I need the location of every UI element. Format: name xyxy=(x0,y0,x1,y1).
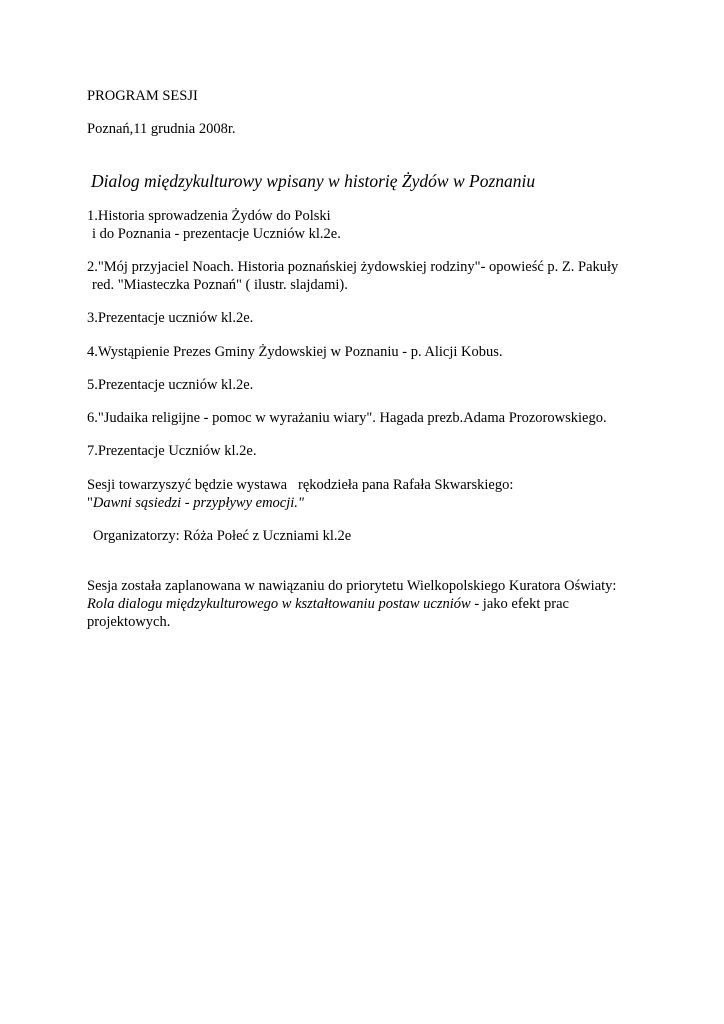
exhibition-quote-open: " xyxy=(87,495,93,511)
item-4: 4.Wystąpienie Prezes Gminy Żydowskiej w Poznaniu - p. Alicji Kobus. xyxy=(87,344,503,360)
closing-line-2 xyxy=(87,595,569,613)
item-2-line-1: 2."Mój przyjaciel Noach. Historia poznańskiej żydowskiej rodziny"- opowieść p. Z. Pakuły xyxy=(87,259,619,275)
place-date: Poznań,11 grudnia 2008r. xyxy=(87,121,236,137)
organizers: Organizatorzy: Róża Połeć z Uczniami kl.2e xyxy=(93,528,352,544)
item-6: 6."Judaika religijne - pomoc w wyrażaniu wiary". Hagada prezb.Adama Prozorowskiego. xyxy=(87,410,607,426)
exhibition-quote-title: Dawni sąsiedzi - przypływy emocji." xyxy=(92,495,305,511)
item-1-line-2: i do Poznania - prezentacje Uczniów kl.2e. xyxy=(92,226,341,242)
closing-italic-phrase: Rola dialogu międzykulturowego w kształtowaniu postaw uczniów xyxy=(87,596,471,612)
closing-line-3: projektowych. xyxy=(87,614,171,630)
closing-line-1: Sesja została zaplanowana w nawiązaniu do priorytetu Wielkopolskiego Kuratora Oświaty: xyxy=(87,578,617,594)
item-3: 3.Prezentacje uczniów kl.2e. xyxy=(87,310,254,326)
session-title: Dialog międzykulturowy wpisany w historię Żydów w Poznaniu xyxy=(91,171,536,191)
exhibition-quote xyxy=(87,494,304,512)
exhibition-line-1: Sesji towarzyszyć będzie wystawa rękodzieła pana Rafała Skwarskiego: xyxy=(87,477,514,493)
closing-line-2-rest: - jako efekt prac xyxy=(470,596,569,612)
item-1-line-1: 1.Historia sprowadzenia Żydów do Polski xyxy=(87,208,331,224)
item-5: 5.Prezentacje uczniów kl.2e. xyxy=(87,377,254,393)
program-header: PROGRAM SESJI xyxy=(87,88,198,104)
item-2-line-2: red. "Miasteczka Poznań" ( ilustr. slajdami). xyxy=(92,277,348,293)
item-7: 7.Prezentacje Uczniów kl.2e. xyxy=(87,443,257,459)
